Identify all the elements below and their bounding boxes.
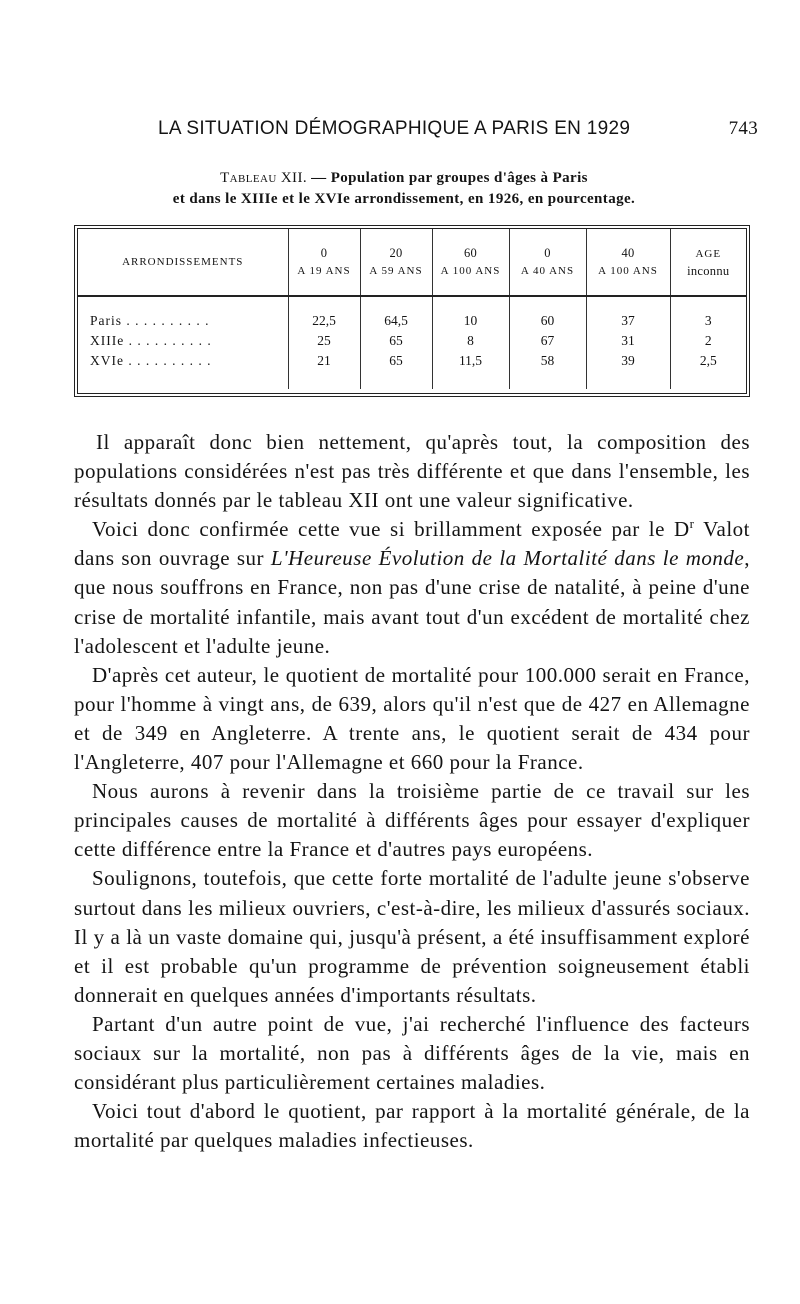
population-table — [74, 225, 750, 397]
header-0-40: 0 A 40 ANS — [509, 229, 586, 296]
table-cell: 31 — [586, 331, 670, 351]
age-groups-table — [78, 229, 746, 389]
table-label: Tableau XII. — [220, 170, 307, 186]
table-cell: 21 — [288, 351, 360, 371]
table-cell: 65 — [360, 351, 432, 371]
table-inner-border — [77, 228, 747, 394]
table-cell: 11,5 — [432, 351, 509, 371]
row-label: XIIIe . . . . . . . . . . — [90, 333, 212, 348]
header-20-59: 20 A 59 ANS — [360, 229, 432, 296]
table-cell: 8 — [432, 331, 509, 351]
table-cell: 58 — [509, 351, 586, 371]
table-cell: 67 — [509, 331, 586, 351]
paragraph-2: Voici donc confirmée cette vue si brillamment exposée par le $D^r$ Valot dans son ouvrage sur L'Heureuse Évolution de la Mortalité dans le monde, que nous souffrons en France, non pas d'une crise de natalité, à peine d'une crise de mortalité infantile, mais avant tout d'un excédent de mortalité chez l'adolescent et l'adulte jeune. — [74, 516, 751, 658]
table-cell: 25 — [288, 331, 360, 351]
paragraph-7: Voici tout d'abord le quotient, par rapport à la mortalité générale, de la mortalité par quelques maladies infectieuses. — [74, 1099, 750, 1153]
table-cell: 60 — [509, 311, 586, 331]
table-cell: 22,5 — [288, 311, 360, 331]
table-row — [78, 311, 746, 331]
table-cell: 64,5 — [360, 311, 432, 331]
superscript-r: r — [689, 516, 695, 532]
page-number: 743 — [728, 118, 758, 139]
table-cell: 37 — [586, 311, 670, 331]
table-caption-line2: et dans le XIIIe et le XVIe arrondissement, en 1926, en pourcentage. — [172, 191, 636, 207]
body-text — [74, 428, 750, 1155]
row-label: Paris . . . . . . . . . . — [90, 313, 210, 328]
running-header — [158, 118, 758, 148]
paragraph-1: Il apparaît donc bien nettement, qu'après tout, la composition des populations considérées n'est pas très différente et que dans l'ensemble, les résultats donnés par le tableau XII ont une valeur significative. — [74, 430, 750, 513]
table-row — [78, 331, 746, 351]
book-title: L'Heureuse Évolution de la Mortalité dans le monde — [270, 546, 745, 571]
table-cell: 3 — [670, 311, 746, 331]
row-label: XVIe . . . . . . . . . . — [90, 353, 212, 368]
header-arrondissements: ARRONDISSEMENTS — [78, 229, 288, 296]
table-cell: 39 — [586, 351, 670, 371]
header-0-19: 0 A 19 ANS — [288, 229, 360, 296]
table-spacer — [78, 296, 746, 311]
header-age-inconnu: AGE inconnu — [670, 229, 746, 296]
paragraph-4: Nous aurons à revenir dans la troisième partie de ce travail sur les principales causes de mortalité à différents âges pour essayer d'expliquer cette différence entre la France et d'autres pays européens. — [74, 779, 750, 862]
table-row — [78, 351, 746, 371]
table-caption-title: — Population par groupes d'âges à Paris — [307, 170, 588, 186]
paragraph-3: D'après cet auteur, le quotient de mortalité pour 100.000 serait en France, pour l'homme à vingt ans, de 639, alors qu'il n'est que de 427 en Allemagne et de 349 en Angleterre. A trente ans, le quotient serait de 434 pour l'Angleterre, 407 pour l'Allemagne et 660 pour la France. — [74, 662, 750, 775]
header-40-100: 40 A 100 ANS — [586, 229, 670, 296]
table-cell: 10 — [432, 311, 509, 331]
header-60-100: 60 A 100 ANS — [432, 229, 509, 296]
table-header-row — [78, 229, 746, 296]
table-caption-line1 — [74, 170, 734, 187]
table-cell: 2,5 — [670, 351, 746, 371]
paragraph-5: Soulignons, toutefois, que cette forte mortalité de l'adulte jeune s'observe surtout dans les milieux ouvriers, c'est-à-dire, les milieux d'assurés sociaux. Il y a là un vaste domaine qui, jusqu'à présent, a été insuffisamment exploré et il est probable qu'un programme de prévention soigneusement établi donnerait en quelques années d'importants résultats. — [74, 866, 750, 1007]
table-spacer-end — [78, 371, 746, 389]
table-cell: 2 — [670, 331, 746, 351]
paragraph-6: Partant d'un autre point de vue, j'ai recherché l'influence des facteurs sociaux sur la mortalité, non pas à différents âges de la vie, mais en considérant plus particulièrement certaines maladies. — [74, 1011, 750, 1095]
running-title: LA SITUATION DÉMOGRAPHIQUE A PARIS EN 1929 — [158, 118, 631, 139]
table-cell: 65 — [360, 331, 432, 351]
